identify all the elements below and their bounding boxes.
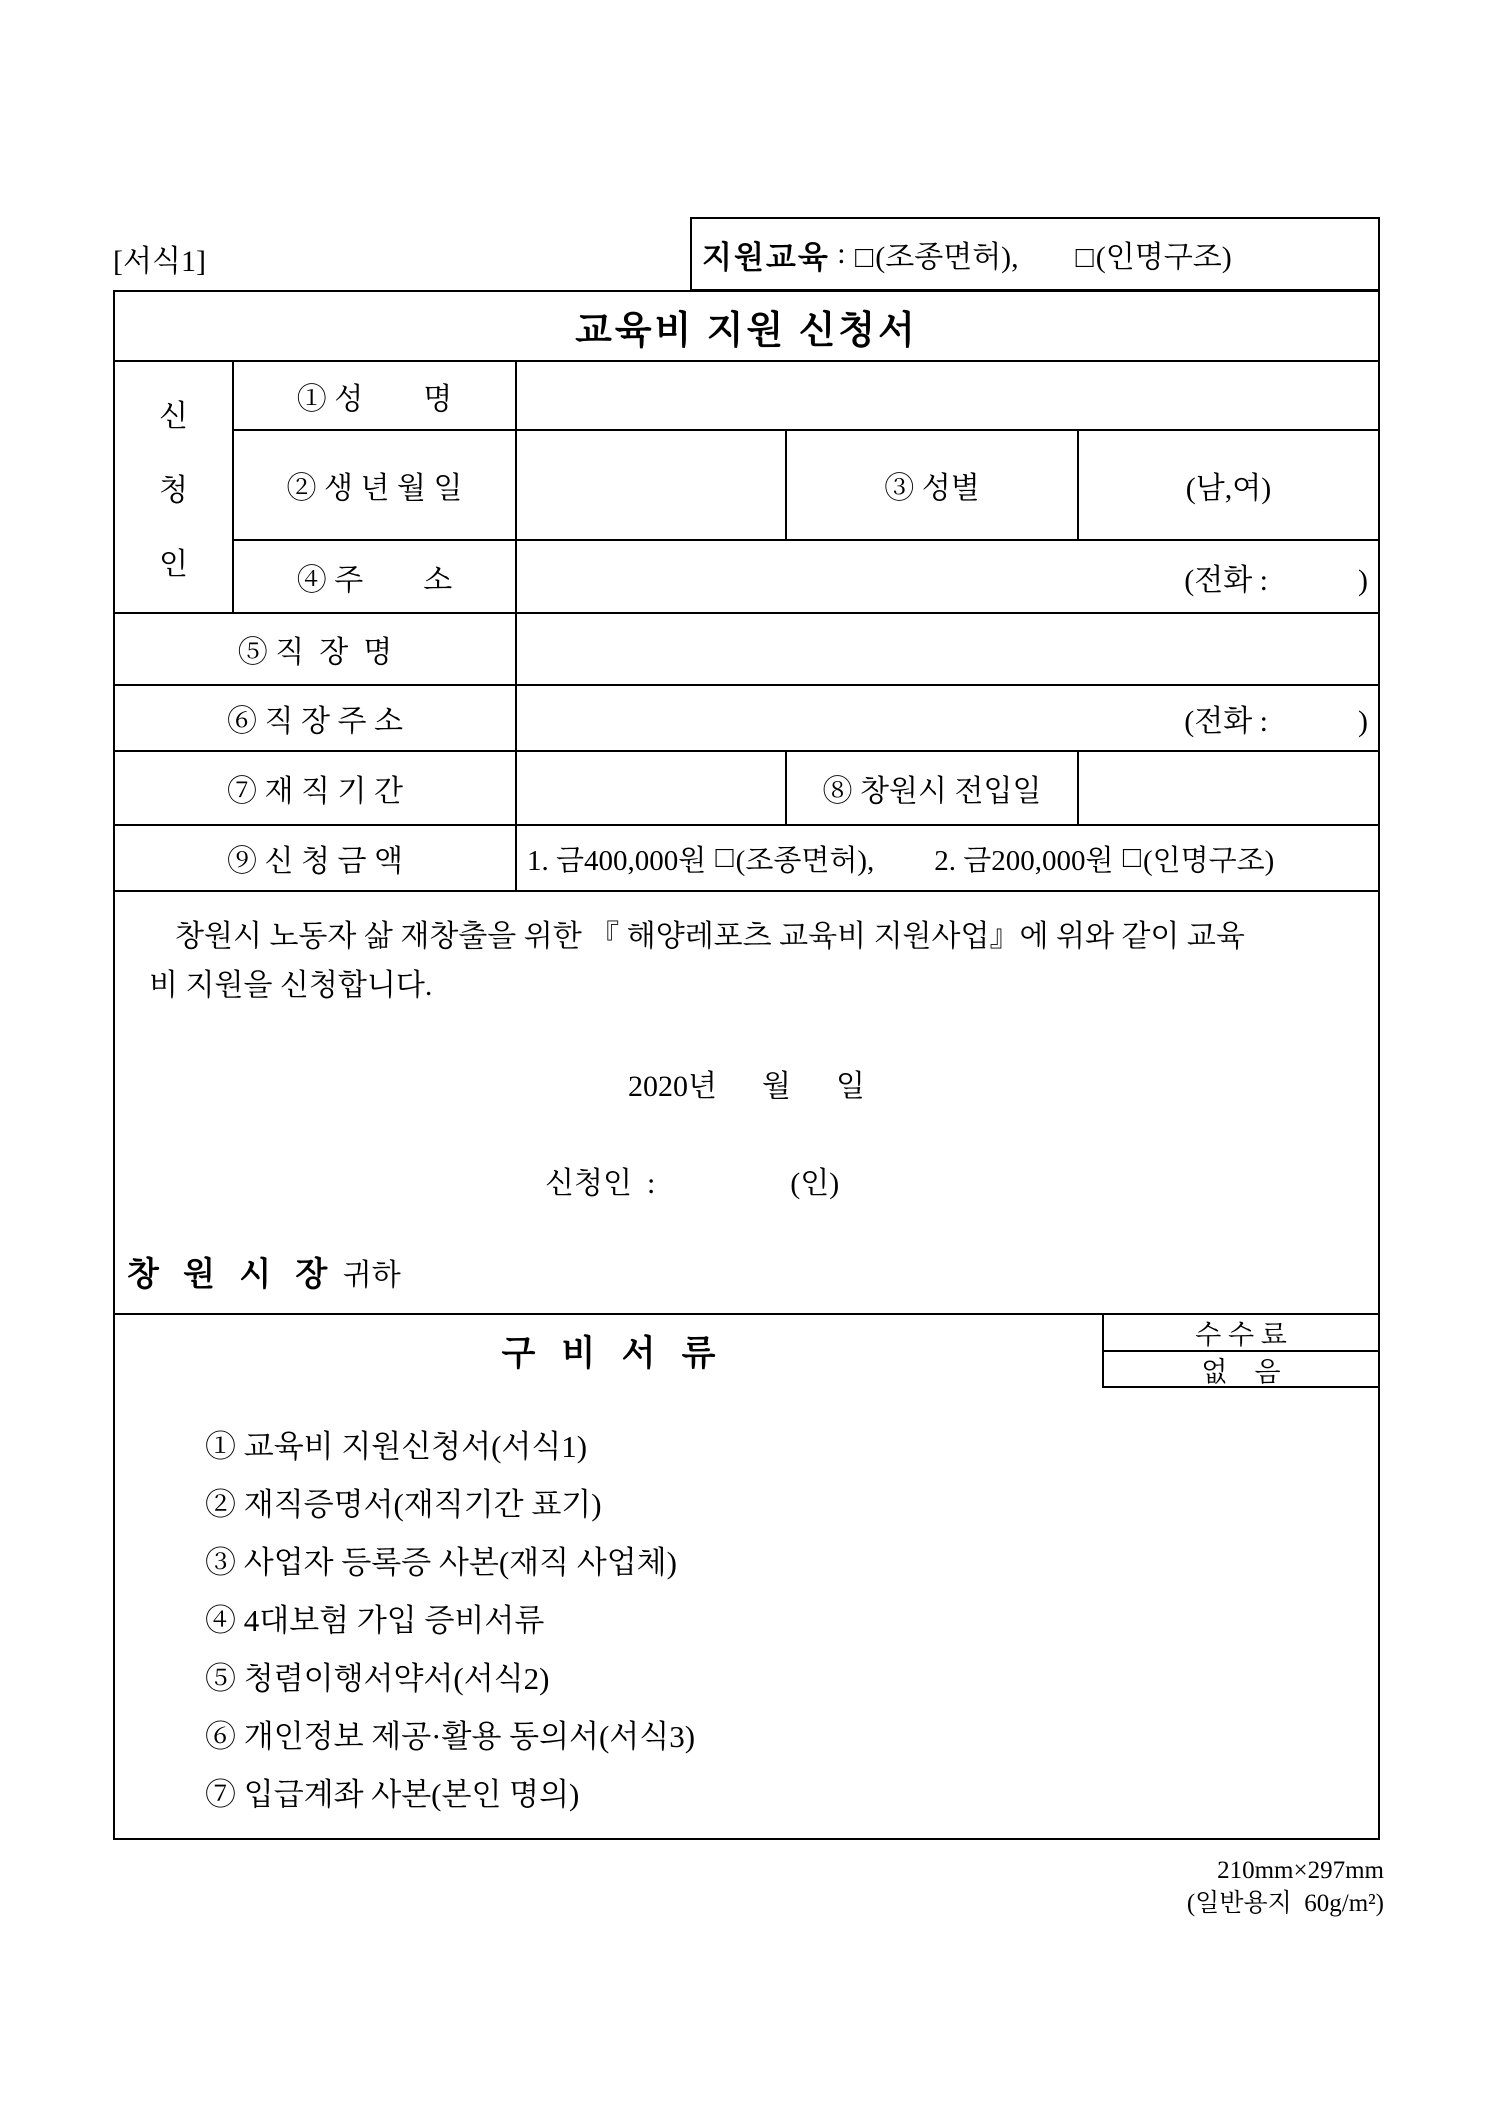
list-item: ③ 사업자 등록증 사본(재직 사업체) <box>205 1545 677 1580</box>
fee-label: 수 수 료 <box>1102 1315 1378 1352</box>
form-tag: [서식1] <box>113 245 206 278</box>
workplace-address-input[interactable] <box>517 686 1378 752</box>
edu-option-lifesaving-label: (인명구조) <box>1095 241 1232 274</box>
checkbox-lifesaving[interactable]: □ <box>1075 241 1094 274</box>
birth-label: ② 생 년 월 일 <box>234 431 517 541</box>
workplace-input[interactable] <box>517 614 1378 686</box>
paper-size-note <box>1187 1854 1384 1920</box>
list-item: ⑥ 개인정보 제공·활용 동의서(서식3) <box>205 1719 696 1754</box>
recipient-suffix: 귀하 <box>335 1259 401 1292</box>
application-form-table <box>113 290 1380 1840</box>
edu-option-pilot-license <box>853 232 1019 276</box>
amount-option1-text: 1. 금400,000원 <box>527 844 714 877</box>
footer-paper: (일반용지 60g/m²) <box>1186 1890 1384 1917</box>
sign-line: 신청인 : (인) <box>545 1167 840 1200</box>
amount-option2-suffix: (인명구조) <box>1142 844 1275 877</box>
tenure-input[interactable] <box>517 752 787 826</box>
checkbox-amount-lifesaving[interactable]: □ <box>1122 841 1141 874</box>
movein-label: ⑧ 창원시 전입일 <box>787 752 1079 826</box>
movein-input[interactable] <box>1079 752 1378 826</box>
edu-option-pilot-license-label: (조종면허), <box>875 241 1019 274</box>
documents-section-title: 구 비 서 류 <box>501 1334 716 1373</box>
amount-label: ⑨ 신 청 금 액 <box>115 826 517 892</box>
list-item: ① 교육비 지원신청서(서식1) <box>205 1429 588 1464</box>
fee-value: 없 음 <box>1102 1352 1378 1388</box>
birth-input[interactable] <box>517 431 787 541</box>
documents-section <box>115 1315 1378 1838</box>
workplace-phone-label: (전화 : ) <box>1184 705 1368 738</box>
form-title: 교육비 지원 신청서 <box>115 292 1378 362</box>
address-input[interactable] <box>517 541 1378 614</box>
applicant-vertical-label: 신 청 인 <box>115 362 234 614</box>
date-line: 2020년 월 일 <box>628 1070 865 1103</box>
list-item: ④ 4대보험 가입 증비서류 <box>205 1603 545 1638</box>
gender-label: ③ 성별 <box>787 431 1079 541</box>
statement-line1: 창원시 노동자 삶 재창출을 위한 『 해양레포츠 교육비 지원사업』에 위와 같이 교육 <box>175 920 1245 953</box>
footer-size: 210mm×297mm <box>1217 1857 1384 1884</box>
statement-section <box>115 892 1378 1315</box>
phone-label: (전화 : ) <box>1184 563 1368 597</box>
gender-value: (남,여) <box>1079 431 1378 541</box>
edu-option-lifesaving <box>1074 232 1232 276</box>
name-input[interactable] <box>517 362 1378 431</box>
support-education-label: 지원교육 <box>702 239 830 275</box>
checkbox-amount-pilot[interactable]: □ <box>715 841 734 874</box>
checkbox-pilot-license[interactable]: □ <box>855 241 874 274</box>
statement-line2: 비 지원을 신청합니다. <box>149 969 433 1002</box>
colon-separator: : <box>829 237 854 270</box>
statement-paragraph <box>149 912 1245 1010</box>
amount-option2-text: 2. 금200,000원 <box>934 844 1121 877</box>
list-item: ⑦ 입급계좌 사본(본인 명의) <box>205 1777 580 1812</box>
name-label: ① 성 명 <box>234 362 517 431</box>
amount-option1-suffix: (조종면허), <box>735 844 875 877</box>
tenure-label: ⑦ 재 직 기 간 <box>115 752 517 826</box>
list-item: ② 재직증명서(재직기간 표기) <box>205 1487 602 1522</box>
address-label: ④ 주 소 <box>234 541 517 614</box>
workplace-label: ⑤ 직 장 명 <box>115 614 517 686</box>
amount-value <box>517 826 1378 892</box>
documents-list <box>205 1418 695 1824</box>
support-education-box <box>690 217 1380 291</box>
recipient-line <box>127 1248 401 1295</box>
list-item: ⑤ 청렴이행서약서(서식2) <box>205 1661 550 1696</box>
workplace-address-label: ⑥ 직 장 주 소 <box>115 686 517 752</box>
recipient-name: 창 원 시 장 <box>127 1257 336 1293</box>
